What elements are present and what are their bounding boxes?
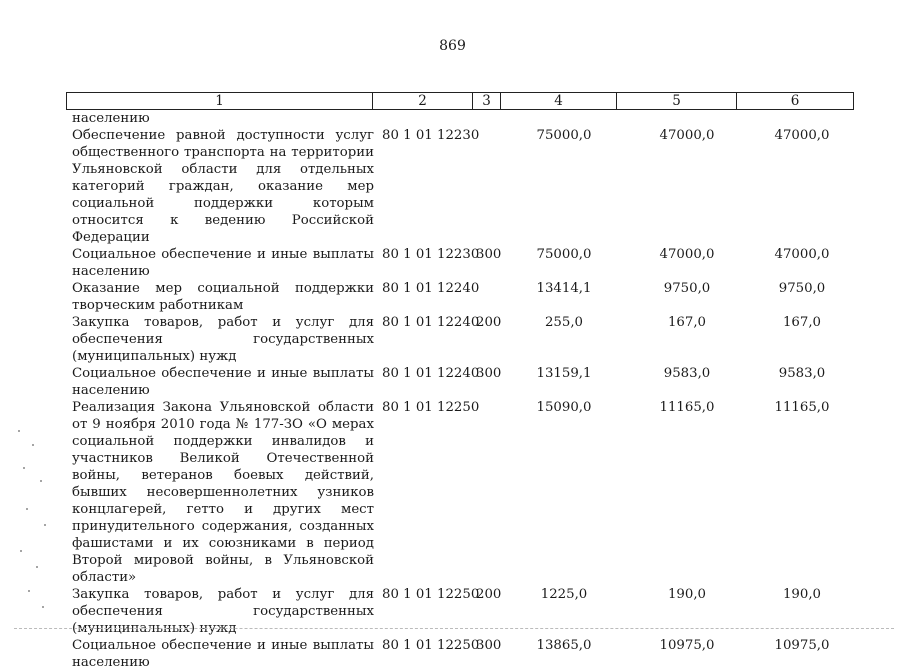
row-description: Закупка товаров, работ и услуг для обеспечения государственных (муниципальных) нужд <box>72 587 374 636</box>
row-type: 200 <box>476 587 502 602</box>
table-row <box>0 110 905 127</box>
row-value-col6: 11165,0 <box>774 400 830 415</box>
row-value-col4: 255,0 <box>544 315 584 330</box>
row-value-col4: 13865,0 <box>536 638 592 653</box>
row-value-col6 <box>734 110 850 127</box>
row-description: населению <box>72 111 150 126</box>
row-type: 300 <box>476 638 502 653</box>
column-header-4: 4 <box>501 93 617 109</box>
row-value-col6: 47000,0 <box>774 247 830 262</box>
table-row <box>0 127 905 246</box>
row-description: Оказание мер социальной поддержки творческим работникам <box>72 281 374 313</box>
table-header <box>66 92 854 110</box>
table-row <box>0 365 905 399</box>
row-value-col5: 9583,0 <box>663 366 711 381</box>
row-description: Закупка товаров, работ и услуг для обеспечения государственных (муниципальных) нужд <box>72 315 374 364</box>
row-type: 300 <box>476 366 502 381</box>
row-code: 80 1 01 12250 <box>382 587 480 602</box>
column-header-1: 1 <box>67 93 373 109</box>
row-type <box>472 110 512 127</box>
page-number: 869 <box>439 38 466 54</box>
row-code: 80 1 01 12240 <box>382 315 480 330</box>
table-body <box>0 110 905 671</box>
table-row <box>0 399 905 586</box>
column-header-5: 5 <box>617 93 737 109</box>
row-value-col5 <box>616 110 734 127</box>
row-code: 80 1 01 12250 <box>382 400 480 415</box>
row-value-col6: 10975,0 <box>774 638 830 653</box>
row-type <box>472 280 512 314</box>
table-row <box>0 280 905 314</box>
row-value-col6: 167,0 <box>782 315 822 330</box>
row-value-col6: 47000,0 <box>774 128 830 143</box>
row-value-col6: 9750,0 <box>778 281 826 296</box>
row-value-col4: 13414,1 <box>536 281 592 296</box>
row-code: 80 1 01 12240 <box>382 281 480 296</box>
row-value-col5: 10975,0 <box>659 638 715 653</box>
row-code: 80 1 01 12250 <box>382 638 480 653</box>
column-header-2: 2 <box>373 93 473 109</box>
scan-bottom-edge <box>14 628 894 629</box>
row-value-col5: 11165,0 <box>659 400 715 415</box>
row-description: Социальное обеспечение и иные выплаты населению <box>72 638 374 670</box>
row-type: 300 <box>476 247 502 262</box>
table-row <box>0 314 905 365</box>
row-code: 80 1 01 12230 <box>382 128 480 143</box>
row-type <box>472 399 512 586</box>
row-code <box>374 110 472 127</box>
row-description: Реализация Закона Ульяновской области от 9 ноября 2010 года № 177-ЗО «О мерах социальной поддержки инвалидов и участников Великой Отечественной войны, ветеранов боевых действий, бывших несовершеннолетних узников концлагерей, гетто и других мест принудительного содержания, созданных фашистами и их союзниками в период Второй мировой войны, в Ульяновской области» <box>72 400 374 585</box>
row-code: 80 1 01 12230 <box>382 247 480 262</box>
table-row <box>0 586 905 637</box>
row-value-col5: 190,0 <box>667 587 707 602</box>
row-value-col5: 47000,0 <box>659 247 715 262</box>
row-value-col5: 9750,0 <box>663 281 711 296</box>
row-type: 200 <box>476 315 502 330</box>
row-value-col4: 1225,0 <box>540 587 588 602</box>
row-value-col5: 47000,0 <box>659 128 715 143</box>
column-header-3: 3 <box>473 93 501 109</box>
scan-speckle-decoration <box>14 420 54 620</box>
row-value-col6: 9583,0 <box>778 366 826 381</box>
row-value-col4 <box>512 110 616 127</box>
row-value-col5: 167,0 <box>667 315 707 330</box>
row-description: Социальное обеспечение и иные выплаты населению <box>72 247 374 279</box>
row-value-col6: 190,0 <box>782 587 822 602</box>
row-value-col4: 13159,1 <box>536 366 592 381</box>
row-description: Социальное обеспечение и иные выплаты населению <box>72 366 374 398</box>
row-value-col4: 75000,0 <box>536 128 592 143</box>
table-row <box>0 246 905 280</box>
row-type <box>472 127 512 246</box>
row-value-col4: 15090,0 <box>536 400 592 415</box>
table-row <box>0 637 905 671</box>
row-value-col4: 75000,0 <box>536 247 592 262</box>
row-code: 80 1 01 12240 <box>382 366 480 381</box>
row-description: Обеспечение равной доступности услуг общественного транспорта на территории Ульяновской области для отдельных категорий граждан, оказание мер социальной поддержки которым относится к ведению Российской Федерации <box>72 128 374 245</box>
column-header-6: 6 <box>790 93 800 109</box>
